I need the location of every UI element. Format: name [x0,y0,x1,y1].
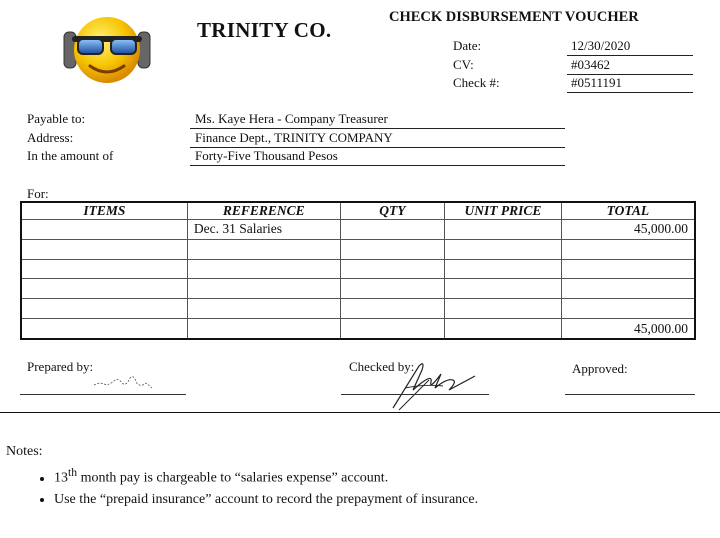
document-title: CHECK DISBURSEMENT VOUCHER [389,9,639,25]
table-cell [445,279,562,299]
table-cell [21,239,187,259]
table-row [21,279,695,299]
table-cell [445,299,562,319]
table-cell [187,259,340,279]
address-value: Finance Dept., TRINITY COMPANY [190,130,565,148]
table-cell [561,239,695,259]
table-row [21,259,695,279]
grand-total: 45,000.00 [561,319,695,339]
cv-label: CV: [453,57,474,72]
table-header-row [21,202,695,220]
table-cell [445,239,562,259]
note-superscript: th [68,466,78,479]
table-cell [187,239,340,259]
table-cell [340,259,445,279]
table-cell [187,279,340,299]
company-name: TRINITY CO. [197,18,332,42]
table-row [21,239,695,259]
table-cell [340,279,445,299]
notes-title: Notes: [6,444,43,459]
payable-to-label: Payable to: [27,111,86,126]
table-cell [561,279,695,299]
check-number-label: Check #: [453,75,500,90]
note-text: month pay is chargeable to “salaries expense” account. [77,470,389,486]
list-item [54,466,478,487]
table-cell [187,299,340,319]
table-cell [21,279,187,299]
table-cell [561,259,695,279]
section-divider [0,412,720,413]
amount-value: Forty-Five Thousand Pesos [190,148,565,166]
table-cell [340,319,445,339]
column-header-unit-price: UNIT PRICE [445,202,562,220]
table-row [21,299,695,319]
table-cell [445,319,562,339]
sunglasses-smiley-icon [62,14,152,86]
table-cell [187,319,340,339]
list-item: • Use the “prepaid insurance” account to record the prepayment of insurance. [54,492,478,508]
table-cell: Dec. 31 Salaries [187,220,340,240]
date-label: Date: [453,38,482,53]
table-cell: 45,000.00 [561,220,695,240]
address-label: Address: [27,130,74,145]
column-header-total: TOTAL [561,202,695,220]
items-table [20,201,696,340]
table-cell [340,239,445,259]
table-cell [561,299,695,319]
amount-label: In the amount of [27,148,114,163]
notes-list [26,466,478,513]
table-cell [21,299,187,319]
column-header-qty: QTY [340,202,445,220]
table-cell [340,299,445,319]
table-cell [21,319,187,339]
table-cell [445,259,562,279]
column-header-reference: REFERENCE [187,202,340,220]
cv-value: #03462 [567,57,693,75]
checked-by-label: Checked by: [349,359,415,374]
column-header-items: ITEMS [21,202,187,220]
checked-by-line [341,393,489,395]
note-number: 13 [54,470,68,486]
table-row [21,220,695,240]
table-cell [21,259,187,279]
payable-to-value: Ms. Kaye Hera - Company Treasurer [190,111,565,129]
prepared-by-label: Prepared by: [27,359,94,374]
date-value: 12/30/2020 [567,38,693,56]
table-cell [21,220,187,240]
approved-label: Approved: [572,361,628,376]
checked-by-signature [385,360,480,412]
table-cell [445,220,562,240]
table-cell [340,220,445,240]
prepared-by-line [20,393,186,395]
table-total-row [21,319,695,339]
approved-line [565,393,695,395]
check-number-value: #0511191 [567,75,693,93]
for-label: For: [27,186,49,201]
prepared-by-signature [92,370,154,392]
